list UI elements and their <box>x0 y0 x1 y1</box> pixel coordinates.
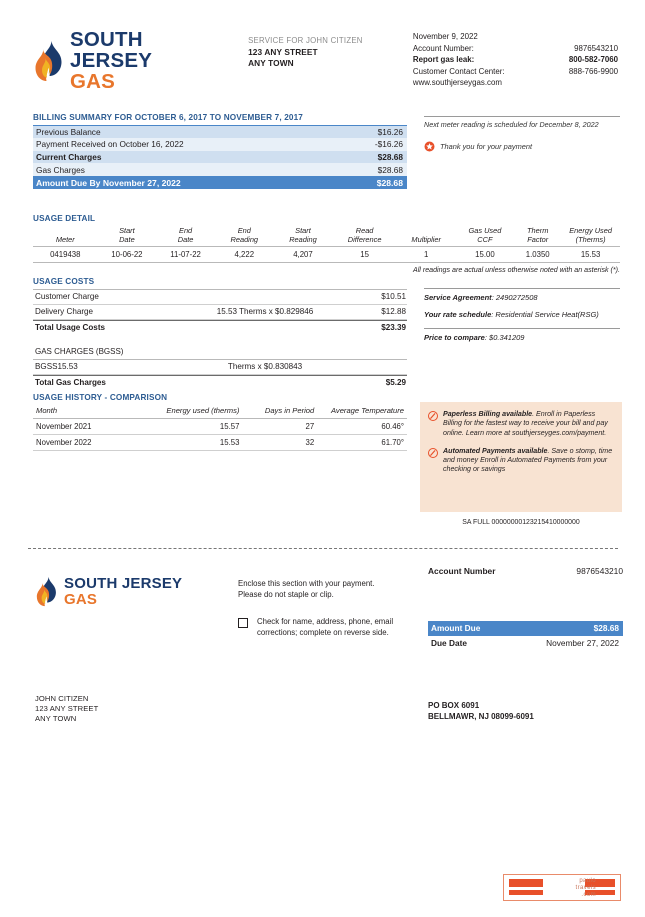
stub-due-block <box>428 621 623 648</box>
pencil-icon <box>428 411 438 421</box>
billing-row-current-charges <box>33 151 407 164</box>
gas-charge-row-bgss <box>33 360 407 375</box>
account-number-row <box>413 43 618 55</box>
billing-label: Gas Charges <box>36 164 85 175</box>
company-logo <box>33 30 214 93</box>
gas-charges-total-row <box>33 375 407 390</box>
corrections-label <box>257 617 393 638</box>
stub-company-logo <box>35 576 182 607</box>
stub-due-date-value: November 27, 2022 <box>546 637 619 648</box>
bill-date: November 9, 2022 <box>412 32 478 41</box>
billing-row-amount-due <box>33 176 407 190</box>
stub-account-value: 9876543210 <box>576 566 623 576</box>
stub-amount-due-label: Amount Due <box>431 623 481 633</box>
cell-end-date: 11-07-22 <box>170 249 201 259</box>
star-icon <box>424 141 435 152</box>
website-row <box>413 77 618 89</box>
service-address-line-1: 123 ANY STREET <box>248 46 318 57</box>
sa-full-code: SA FULL 00000000123215410000000 <box>462 519 580 526</box>
billing-summary-section <box>33 113 407 189</box>
col-read-difference: Read Difference <box>347 226 382 245</box>
flame-icon <box>35 576 57 607</box>
service-for-label: SERVICE FOR JOHN CITIZEN <box>248 36 363 45</box>
usage-detail-data-row <box>33 247 620 262</box>
watermark-line-1: paulo <box>579 878 596 884</box>
table-row <box>33 434 407 450</box>
promo-body: . Save o stomp, time and money Enroll in Automated Payments from your checking or savings <box>443 446 613 474</box>
stub-payment-details <box>428 566 623 648</box>
contact-center-phone[interactable]: 888-766-9900 <box>568 66 618 76</box>
next-meter-reading-note: Next meter reading is scheduled for December 8, 2022 <box>424 120 599 129</box>
cost-label: Delivery Charge <box>35 307 94 317</box>
corrections-checkbox[interactable] <box>238 618 248 628</box>
contact-center-label: Customer Contact Center: <box>412 66 505 76</box>
cell-start-reading: 4,207 <box>293 249 313 259</box>
col-start-reading: Start Reading <box>289 226 317 245</box>
gas-leak-row <box>413 54 618 66</box>
service-agreement-value: : 2490272508 <box>491 293 538 302</box>
cell-energy-used: 15.53 <box>138 434 243 450</box>
billing-label: Previous Balance <box>36 126 101 137</box>
watermark-inner <box>504 875 620 900</box>
remit-city-state-zip: BELLMAWR, NJ 08099-6091 <box>428 712 534 721</box>
col-multiplier: Multiplier <box>411 235 441 245</box>
account-info-block <box>413 30 618 93</box>
total-usage-costs-value: $23.39 <box>381 323 406 333</box>
billing-label: Current Charges <box>36 151 102 162</box>
logo-text-secondary: GAS <box>64 591 98 608</box>
thank-you-note <box>424 141 620 152</box>
col-days-in-period: Days in Period <box>242 404 317 418</box>
rate-schedule-value: : Residential Service Heat(RSG) <box>491 310 599 320</box>
cell-days-in-period: 27 <box>242 418 317 434</box>
col-energy-used: Energy used (therms) <box>138 404 243 418</box>
cost-value: $12.88 <box>381 307 406 317</box>
cell-month: November 2022 <box>33 434 138 450</box>
promo-text <box>443 447 613 475</box>
cost-value: $10.51 <box>381 292 406 302</box>
gas-charges-title: GAS CHARGES (BGSS) <box>33 347 407 360</box>
bill-date-row <box>413 31 618 43</box>
col-energy-used: Energy Used (Therms) <box>569 226 612 245</box>
billing-row-payment-received <box>33 138 407 151</box>
cell-end-reading: 4,222 <box>234 249 255 259</box>
gas-leak-phone[interactable]: 800-582-7060 <box>568 55 618 65</box>
flame-icon <box>33 40 63 82</box>
stub-remit-address <box>428 700 534 722</box>
col-end-reading: End Reading <box>230 226 259 245</box>
col-gas-used-ccf: Gas Used CCF <box>468 226 502 245</box>
promo-heading: Paperless Billing available <box>443 410 533 418</box>
watermark-bar <box>509 890 543 895</box>
rate-schedule-block <box>424 310 620 327</box>
watermark-line-3: .com <box>581 892 596 899</box>
total-gas-charges-label: Total Gas Charges <box>35 378 106 388</box>
cell-start-date: 10-06-22 <box>111 249 143 259</box>
promo-heading: Automated Payments available <box>443 446 548 455</box>
watermark-text <box>576 878 596 900</box>
stub-due-date-label: Due Date <box>431 637 467 648</box>
cell-gas-used-ccf: 15.00 <box>475 249 495 259</box>
cost-detail <box>198 292 332 301</box>
corrections-line-2: corrections; complete on reverse side. <box>257 627 389 637</box>
customer-name: JOHN CITIZEN <box>35 694 89 703</box>
price-to-compare-value: : $0.341209 <box>484 332 525 342</box>
stub-amount-due-row <box>428 621 623 636</box>
usage-history-header-row <box>33 404 407 418</box>
website-link[interactable]: www.southjerseygas.com <box>412 78 502 88</box>
billing-label: Payment Received on October 16, 2022 <box>36 139 184 150</box>
usage-detail-title: USAGE DETAIL <box>33 214 96 223</box>
rate-schedule-label: Your rate schedule <box>424 310 492 320</box>
corrections-line-1: Check for name, address, phone, email <box>257 617 394 627</box>
billing-row-gas-charges <box>33 163 407 176</box>
price-to-compare-label: Price to compare <box>424 332 485 342</box>
tear-off-divider <box>28 548 618 549</box>
usage-history-section <box>33 393 407 451</box>
col-meter: Meter <box>55 235 75 245</box>
stub-due-date-row <box>428 636 623 648</box>
col-end-date: End Date <box>177 226 194 245</box>
meter-note-panel <box>424 116 620 152</box>
total-usage-costs-label: Total Usage Costs <box>35 323 106 333</box>
service-agreement-label: Service Agreement <box>424 293 492 302</box>
cell-energy-used: 15.53 <box>580 249 601 259</box>
stub-account-number-row <box>428 566 623 576</box>
account-number-label: Account Number: <box>412 43 474 53</box>
promo-body: . Enroll in Paperless Billing for the fastest way to receive your bill and pay online. Learn more at southjerseyges.com/payment. <box>443 410 608 437</box>
usage-costs-section <box>33 277 407 390</box>
corrections-checkbox-row[interactable] <box>238 617 418 638</box>
col-average-temperature: Average Temperature <box>317 404 407 418</box>
cell-month: November 2021 <box>33 418 138 434</box>
billing-row-previous-balance <box>33 126 407 139</box>
usage-history-title: USAGE HISTORY - COMPARISON <box>33 393 168 402</box>
total-gas-charges-value: $5.29 <box>385 378 406 388</box>
thank-you-text: Thank you for your payment <box>440 141 533 151</box>
account-number-value: 9876543210 <box>574 43 618 53</box>
gas-leak-label: Report gas leak: <box>412 55 475 65</box>
cost-detail: 15.53 Therms x $0.829846 <box>216 307 314 317</box>
watermark-bar <box>509 879 543 887</box>
cell-meter: 0419438 <box>50 249 81 259</box>
service-info-panel <box>424 288 620 350</box>
stub-instructions <box>238 579 418 638</box>
cell-read-difference: 15 <box>360 249 369 259</box>
watermark-logo <box>503 874 621 901</box>
cost-label: Customer Charge <box>35 292 99 302</box>
logo-text-secondary: GAS <box>70 70 116 93</box>
bill-header <box>33 30 618 93</box>
pencil-icon <box>428 448 438 458</box>
amount-due-label: Amount Due By November 27, 2022 <box>36 177 181 188</box>
usage-detail-header-row <box>33 225 620 246</box>
gas-value <box>332 362 406 371</box>
usage-detail-table <box>33 225 620 263</box>
billing-value: $28.68 <box>377 151 403 162</box>
stub-customer-address <box>35 694 98 724</box>
amount-due-value: $28.68 <box>376 177 403 188</box>
promo-paperless-billing[interactable] <box>428 410 613 438</box>
usage-cost-row-customer-charge <box>33 290 407 305</box>
enclose-instruction-line-1: Enclose this section with your payment. <box>238 579 375 588</box>
promo-text <box>443 410 613 438</box>
contact-center-row <box>413 66 618 78</box>
enclose-instruction-line-2: Please do not staple or clip. <box>238 589 334 599</box>
customer-street: 123 ANY STREET <box>35 704 99 713</box>
usage-cost-row-delivery-charge <box>33 305 407 320</box>
usage-detail-section <box>33 214 620 274</box>
price-to-compare-block <box>424 329 620 350</box>
customer-city: ANY TOWN <box>35 714 77 723</box>
billing-value: $16.26 <box>377 126 403 137</box>
service-agreement-block <box>424 289 620 310</box>
col-month: Month <box>33 404 138 418</box>
service-address-block <box>248 30 413 93</box>
cell-multiplier: 1 <box>424 249 429 259</box>
usage-cost-total-row <box>33 320 407 335</box>
usage-costs-title: USAGE COSTS <box>33 277 407 290</box>
watermark-line-2: travels <box>575 885 596 892</box>
remit-po-box: PO BOX 6091 <box>428 701 480 710</box>
logo-text-primary: SOUTH JERSEY <box>64 575 183 592</box>
billing-value: $28.68 <box>377 164 403 175</box>
logo-text-primary: SOUTH JERSEY <box>70 28 153 72</box>
gas-detail: Therms x $0.830843 <box>227 362 303 372</box>
promotions-panel <box>420 402 622 512</box>
col-start-date: Start Date <box>119 226 135 245</box>
usage-detail-footnote: All readings are actual unless otherwise noted with an asterisk (*). <box>412 265 620 274</box>
service-address-line-2: ANY TOWN <box>248 58 294 68</box>
col-therm-factor: Therm Factor <box>527 226 549 245</box>
table-row <box>33 418 407 434</box>
billing-value: -$16.26 <box>374 139 403 150</box>
stub-account-label: Account Number <box>428 566 496 576</box>
cell-average-temperature: 60.46° <box>317 418 407 434</box>
cell-therm-factor: 1.0350 <box>525 249 550 259</box>
promo-automated-payments[interactable] <box>428 447 613 475</box>
billing-summary-title: BILLING SUMMARY FOR OCTOBER 6, 2017 TO NOVEMBER 7, 2017 <box>33 113 407 126</box>
cell-average-temperature: 61.70° <box>317 434 407 450</box>
usage-history-table <box>33 404 407 451</box>
cell-energy-used: 15.57 <box>138 418 243 434</box>
stub-amount-due-value: $28.68 <box>593 623 619 633</box>
cell-days-in-period: 32 <box>242 434 317 450</box>
gas-label: BGSS15.53 <box>35 362 78 372</box>
